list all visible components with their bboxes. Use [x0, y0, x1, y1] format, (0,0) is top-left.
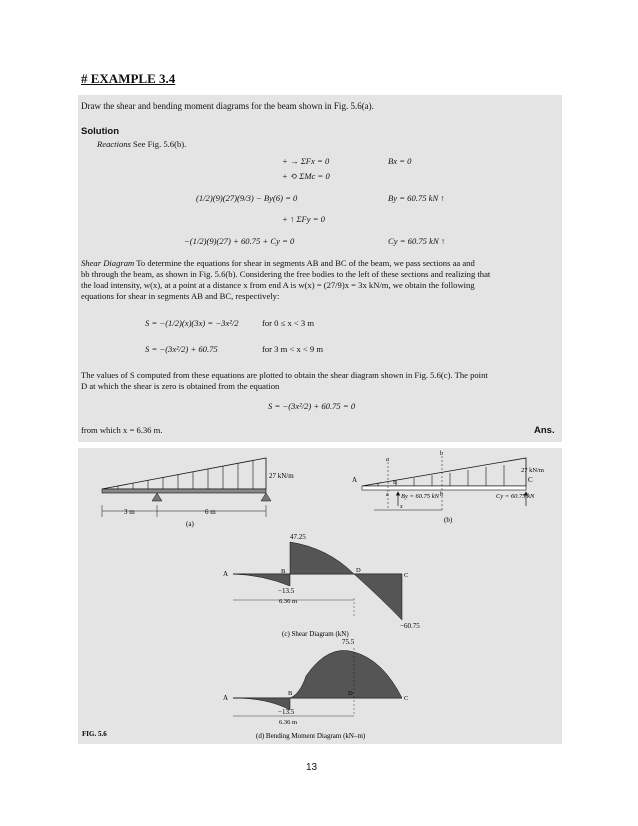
shear-region-ab	[233, 574, 290, 586]
figure-b-label: (b)	[444, 516, 453, 524]
shear-text-1: To determine the equations for shear in segments AB and BC of the beam, we pass sections aa and	[136, 258, 475, 268]
by-label: By = 60.75 kN	[401, 493, 439, 500]
support-b-a	[152, 493, 162, 501]
moment-pt-c: C	[404, 695, 409, 702]
section-b-bottom: b	[440, 492, 443, 498]
moment-diagram	[223, 638, 408, 740]
eq4-left: + ↑ ΣFy = 0	[282, 214, 325, 224]
shear-region-bd	[290, 542, 354, 574]
shear-eq1-range: for 0 ≤ x < 3 m	[262, 318, 315, 328]
shear-caption: (c) Shear Diagram (kN)	[282, 630, 349, 638]
section-b-top: b	[440, 451, 443, 457]
load-label-a: 27 kN/m	[269, 472, 294, 480]
point-b-b: B	[393, 480, 398, 486]
eq1-right: Bx = 0	[388, 156, 412, 166]
load-triangle-a	[102, 458, 266, 489]
figure-label: FIG. 5.6	[82, 730, 107, 738]
example-heading: # EXAMPLE 3.4	[81, 71, 176, 86]
answer-label: Ans.	[534, 425, 555, 436]
shear-eq2-range: for 3 m < x < 9 m	[262, 344, 324, 354]
eq2-left: + ⟲ ΣMc = 0	[282, 171, 330, 181]
support-c-a	[261, 493, 271, 501]
moment-pt-a: A	[223, 694, 229, 702]
beam-b	[362, 486, 526, 490]
shear-region-dc	[354, 574, 402, 620]
problem-statement: Draw the shear and bending moment diagrams for the beam shown in Fig. 5.6(a).	[81, 101, 374, 111]
point-a-b: A	[352, 476, 358, 484]
load-label-b: 27 kN/m	[521, 467, 544, 474]
shear-label: Shear Diagram	[81, 258, 135, 268]
eq1-left: + → ΣFx = 0	[282, 156, 330, 166]
moment-dist-label: 6.36 m	[279, 719, 298, 726]
moment-region-bc	[290, 650, 402, 698]
eq5-left: −(1/2)(9)(27) + 60.75 + Cy = 0	[184, 236, 295, 246]
shear-pt-d: D	[356, 567, 361, 574]
shear-pt-c: C	[404, 572, 409, 579]
dim-6m: 6 m	[205, 508, 216, 516]
load-arrows-a	[118, 461, 253, 489]
dim-3m: 3 m	[124, 508, 135, 516]
x-label-b: x	[400, 504, 403, 510]
reactions-line	[97, 139, 186, 149]
moment-caption: (d) Bending Moment Diagram (kN–m)	[256, 732, 366, 740]
point-c-b: C	[528, 476, 533, 484]
shear-para-line3: the load intensity, w(x), at a point at a distance x from end A is w(x) = (27/9)x = 3x kN/m, we obtain the following	[81, 280, 475, 290]
figure-b	[352, 451, 544, 524]
moment-pt-d: D	[348, 690, 353, 697]
shear-para-line1	[81, 258, 475, 268]
figure-5-6	[78, 448, 562, 744]
moment-max-label: 75.5	[342, 638, 355, 646]
shear-max-label: 47.25	[290, 533, 306, 541]
shear-eq1: S = −(1/2)(x)(3x) = −3x²/2	[145, 318, 239, 328]
figure-a	[102, 458, 294, 528]
solution-label: Solution	[81, 126, 119, 137]
eq3-right: By = 60.75 kN ↑	[388, 193, 445, 203]
from-which-line: from which x = 6.36 m.	[81, 425, 163, 435]
moment-pt-b: B	[288, 690, 293, 697]
shear-para-line2: bb through the beam, as shown in Fig. 5.6(b). Considering the free bodies to the left of these sections and realizing that	[81, 269, 491, 279]
shear-pt-b: B	[281, 568, 286, 575]
values-para-line2: D at which the shear is zero is obtained from the equation	[81, 381, 280, 391]
shear-eq2: S = −(3x²/2) + 60.75	[145, 344, 218, 354]
shear-dist-label: 6.36 m	[279, 598, 298, 605]
cy-label: Cy = 60.75 kN	[496, 493, 535, 500]
eq3-left: (1/2)(9)(27)(9/3) − By(6) = 0	[196, 193, 298, 203]
shear-eq3: S = −(3x²/2) + 60.75 = 0	[268, 401, 356, 411]
shear-min2-label: −60.75	[400, 622, 420, 630]
section-a-top: a	[386, 457, 389, 463]
shear-para-line4: equations for shear in segments AB and BC, respectively:	[81, 291, 280, 301]
beam-a	[102, 489, 266, 493]
values-para-line1: The values of S computed from these equations are plotted to obtain the shear diagram shown in Fig. 5.6(c). The point	[81, 370, 488, 380]
moment-min-label: −13.5	[278, 708, 295, 716]
shear-pt-a: A	[223, 570, 229, 578]
section-a-bottom: a	[386, 492, 389, 498]
shear-min1-label: −13.5	[278, 587, 295, 595]
eq5-right: Cy = 60.75 kN ↑	[388, 236, 446, 246]
reactions-label: Reactions	[97, 139, 131, 149]
reactions-text: See Fig. 5.6(b).	[133, 139, 187, 149]
figure-a-label: (a)	[186, 520, 194, 528]
page-number: 13	[306, 762, 318, 773]
shear-diagram	[223, 533, 420, 638]
